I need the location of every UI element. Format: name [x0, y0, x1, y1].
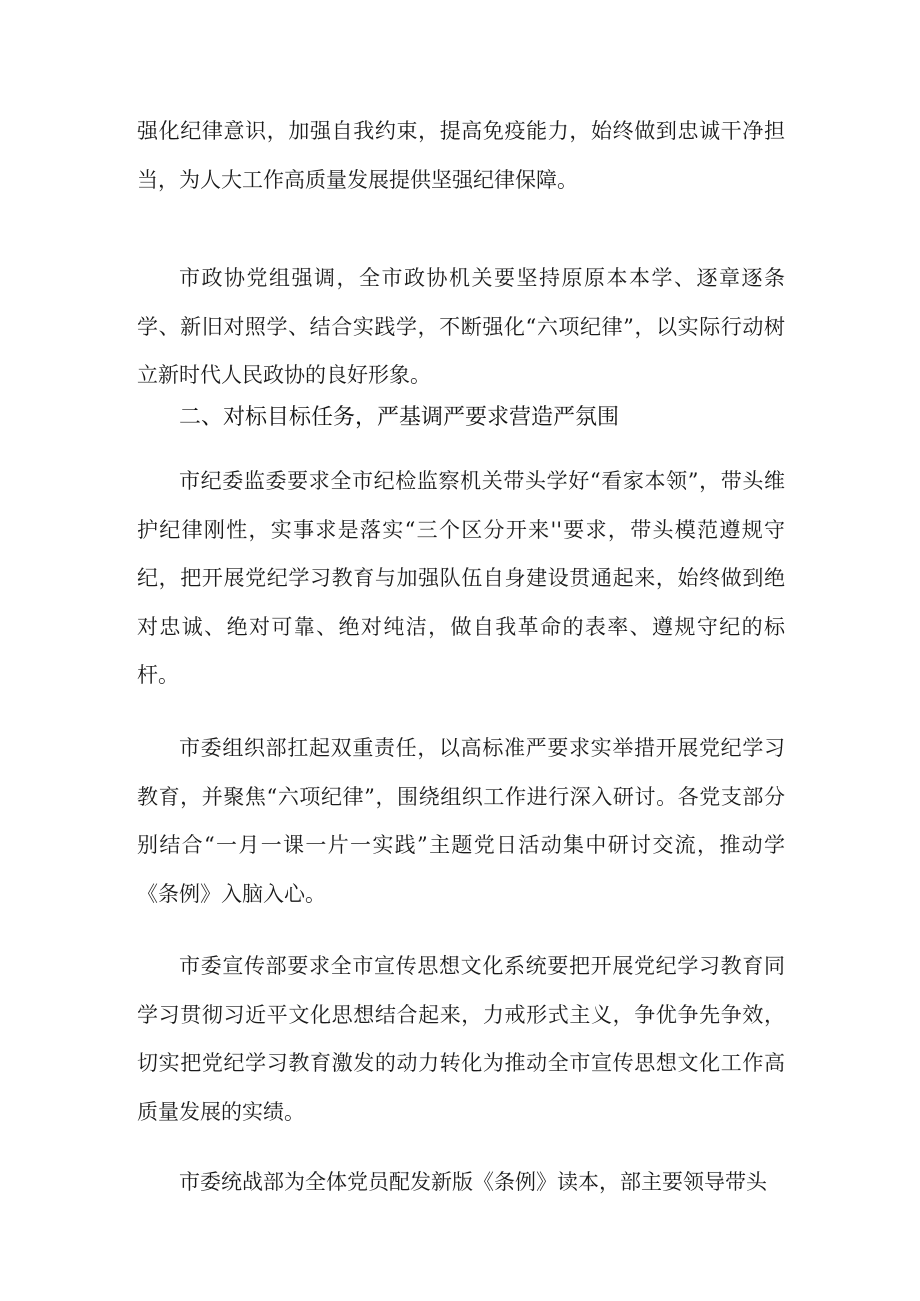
paragraph-united-front-department: 市委统战部为全体党员配发新版《条例》读本，部主要领导带头 [179, 1170, 767, 1194]
paragraph-organization-department: 市委组织部扛起双重责任，以高标准严要求实举措开展党纪学习教育，并聚焦“六项纪律”，围绕组织工作进行深入研讨。各党支部分别结合“一月一课一片一实践”主题党日活动集中研讨交流，推动学《条例》入脑入心。 [137, 736, 785, 906]
section-heading: 二、对标目标任务，严基调严要求营造严氛围 [179, 405, 620, 430]
paragraph-publicity-department: 市委宣传部要求全市宣传思想文化系统要把开展党纪学习教育同学习贯彻习近平文化思想结合起来，力戒形式主义，争优争先争效，切实把党纪学习教育激发的动力转化为推动全市宣传思想文化工作高质量发展的实绩。 [137, 954, 785, 1124]
paragraph-cppcc-party-group: 市政协党组强调，全市政协机关要坚持原原本本学、逐章逐条学、新旧对照学、结合实践学，不断强化“六项纪律”，以实际行动树立新时代人民政协的良好形象。 [137, 266, 785, 387]
paragraph-discipline-awareness: 强化纪律意识，加强自我约束，提高免疫能力，始终做到忠诚干净担当，为人大工作高质量发展提供坚强纪律保障。 [137, 119, 785, 192]
paragraph-discipline-inspection-commission: 市纪委监委要求全市纪检监察机关带头学好“看家本领”，带头维护纪律刚性，实事求是落实“三个区分开来''要求，带头模范遵规守纪，把开展党纪学习教育与加强队伍自身建设贯通起来，始终做到绝对忠诚、绝对可靠、绝对纯洁，做自我革命的表率、遵规守纪的标杆。 [137, 469, 785, 687]
